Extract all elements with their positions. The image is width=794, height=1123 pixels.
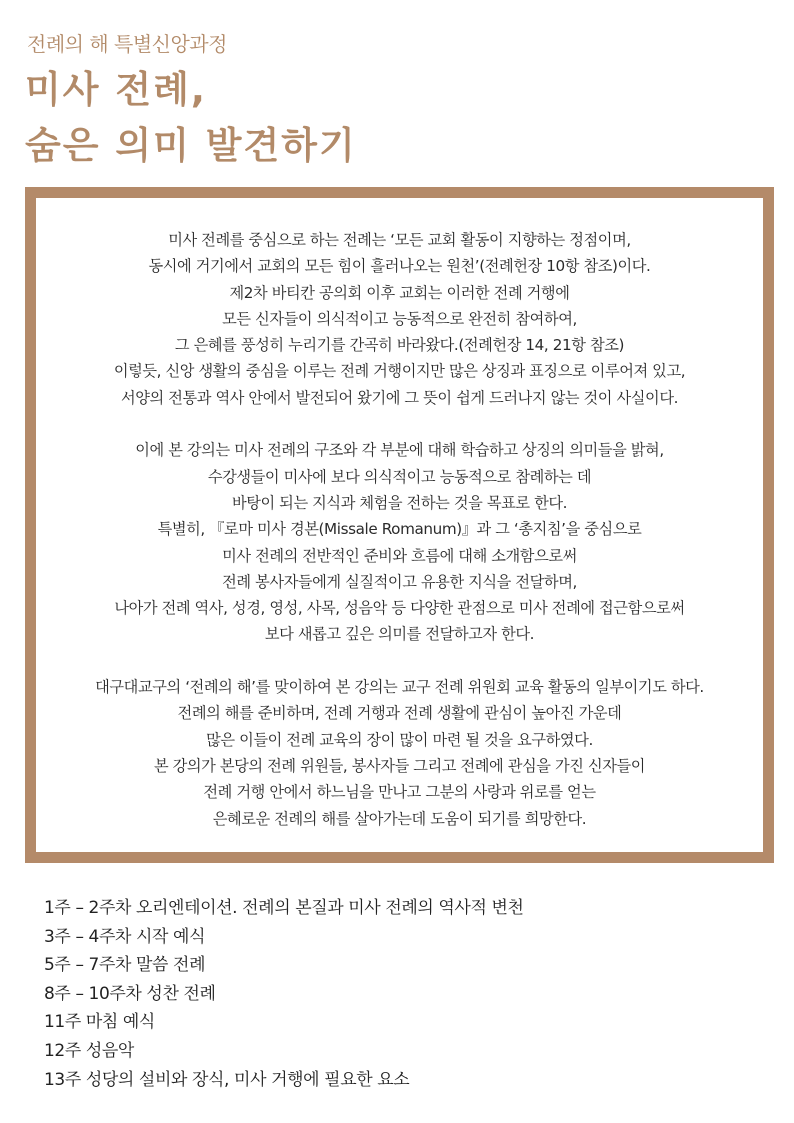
intro-text [36, 227, 763, 858]
text-line: 미사 전례를 중심으로 하는 전례는 ‘모든 교회 활동이 지향하는 정점이며, [168, 231, 631, 249]
text-line: 제2차 바티칸 공의회 이후 교회는 이러한 전례 거행에 [229, 283, 570, 302]
title-line-1: 미사 전례, [25, 68, 207, 111]
text-line: 전례 봉사자들에게 실질적이고 유용한 지식을 전달하며, [222, 572, 577, 591]
text-line: 전례 거행 안에서 하느님을 만나고 그분의 사랑과 위로를 얻는 [203, 783, 596, 802]
schedule-item: 12주 성음악 [44, 1040, 134, 1061]
text-line: 본 강의가 본당의 전례 위원들, 봉사자들 그리고 전례에 관심을 가진 신자들이 [153, 756, 646, 775]
schedule-item: 3주 – 4주차 시작 예식 [44, 926, 206, 947]
text-line: 미사 전례의 전반적인 준비와 흐름에 대해 소개함으로써 [222, 546, 577, 565]
text-line: 많은 이들이 전례 교육의 장이 많이 마련 될 것을 요구하였다. [206, 730, 593, 749]
intro-paragraph-2 [36, 437, 763, 647]
text-line: 모든 신자들이 의식적이고 능동적으로 완전히 참여하여, [222, 309, 577, 328]
course-subtitle: 전례의 해 특별신앙과정 [27, 32, 227, 56]
schedule-item: 8주 – 10주차 성찬 전례 [44, 983, 216, 1004]
text-line: 특별히, 『로마 미사 경본(Missale Romanum)』과 그 ‘총지침’을 중심으로 [157, 520, 642, 539]
course-schedule [44, 894, 524, 1094]
text-line: 이렇듯, 신앙 생활의 중심을 이루는 전례 거행이지만 많은 상징과 표징으로 이루어져 있고, [113, 362, 686, 381]
text-line: 전례의 해를 준비하며, 전례 거행과 전례 생활에 관심이 높아진 가운데 [177, 704, 622, 723]
page-title [25, 62, 357, 174]
schedule-item: 1주 – 2주차 오리엔테이션. 전례의 본질과 미사 전례의 역사적 변천 [44, 898, 524, 918]
text-line: 동시에 거기에서 교회의 모든 힘이 흘러나오는 원천’(전례헌장 10항 참조)이다. [148, 257, 651, 276]
intro-frame [25, 187, 774, 863]
schedule-item: 5주 – 7주차 말씀 전례 [44, 955, 206, 976]
intro-paragraph-3 [36, 674, 763, 832]
text-line: 나아가 전례 역사, 성경, 영성, 사목, 성음악 등 다양한 관점으로 미사 전례에 접근함으로써 [114, 599, 685, 618]
text-line: 대구대교구의 ‘전례의 해’를 맞이하여 본 강의는 교구 전례 위원회 교육 활동의 일부이기도 하다. [95, 678, 704, 697]
intro-paragraph-1 [36, 227, 763, 411]
text-line: 이에 본 강의는 미사 전례의 구조와 각 부분에 대해 학습하고 상징의 의미들을 밝혀, [135, 441, 664, 460]
title-line-2: 숨은 의미 발견하기 [25, 124, 357, 167]
text-line: 그 은혜를 풍성히 누리기를 간곡히 바라왔다.(전례헌장 14, 21항 참조) [174, 336, 625, 355]
text-line: 은혜로운 전례의 해를 살아가는데 도움이 되기를 희망한다. [212, 809, 587, 828]
text-line: 수강생들이 미사에 보다 의식적이고 능동적으로 참례하는 데 [207, 467, 592, 486]
text-line: 서양의 전통과 역사 안에서 발전되어 왔기에 그 뜻이 쉽게 드러나지 않는 것이 사실이다. [120, 388, 679, 407]
schedule-item: 13주 성당의 설비와 장식, 미사 거행에 필요한 요소 [44, 1069, 410, 1090]
text-line: 보다 새롭고 깊은 의미를 전달하고자 한다. [264, 625, 535, 644]
schedule-item: 11주 마침 예식 [44, 1012, 155, 1033]
text-line: 바탕이 되는 지식과 체험을 전하는 것을 목표로 한다. [231, 493, 568, 512]
